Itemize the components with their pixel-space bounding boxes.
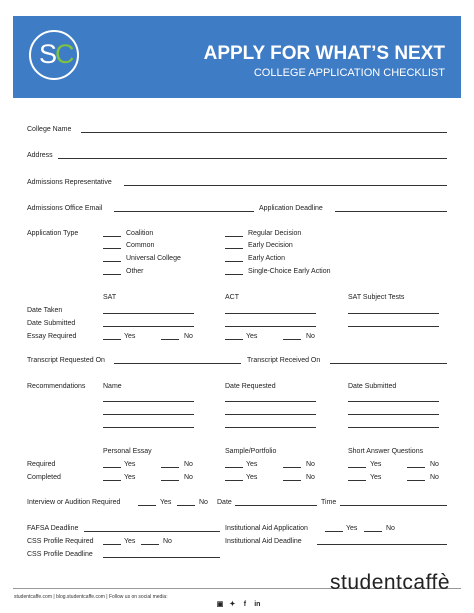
interview-date-field[interactable] bbox=[235, 505, 317, 506]
essay-completed-no-checkline[interactable] bbox=[161, 480, 179, 481]
rec-date-submitted-field[interactable] bbox=[348, 427, 439, 428]
date-taken-label: Date Taken bbox=[27, 307, 63, 314]
office-email-label: Admissions Office Email bbox=[27, 205, 103, 212]
short-answer-required-yes-checkline[interactable] bbox=[348, 467, 366, 468]
subject-date-submitted-field[interactable] bbox=[348, 326, 439, 327]
act-date-taken-field[interactable] bbox=[225, 313, 316, 314]
rec-col-name: Name bbox=[103, 383, 122, 390]
sat-date-submitted-field[interactable] bbox=[103, 326, 194, 327]
transcript-requested-label: Transcript Requested On bbox=[27, 357, 105, 364]
essay-completed-yes: Yes bbox=[124, 474, 136, 481]
sat-essay-yes: Yes bbox=[124, 333, 136, 340]
portfolio-completed-yes-checkline[interactable] bbox=[225, 480, 243, 481]
interview-time-field[interactable] bbox=[340, 505, 447, 506]
date-submitted-label: Date Submitted bbox=[27, 320, 76, 327]
css-required-label: CSS Profile Required bbox=[27, 538, 94, 545]
interview-time-label: Time bbox=[321, 499, 337, 506]
rec-name-field[interactable] bbox=[103, 414, 194, 415]
option-early-decision: Early Decision bbox=[248, 242, 293, 249]
short-answer-required-no-checkline[interactable] bbox=[407, 467, 425, 468]
col-sample-portfolio: Sample/Portfolio bbox=[225, 448, 277, 455]
sat-essay-yes-checkline[interactable] bbox=[103, 339, 121, 340]
essay-required-label: Essay Required bbox=[27, 333, 77, 340]
short-answer-required-no: No bbox=[430, 461, 439, 468]
coalition-checkline[interactable] bbox=[103, 236, 121, 237]
subject-date-taken-field[interactable] bbox=[348, 313, 439, 314]
transcript-received-label: Transcript Received On bbox=[247, 357, 321, 364]
css-deadline-field[interactable] bbox=[103, 557, 220, 558]
short-answer-completed-yes: Yes bbox=[370, 474, 382, 481]
other-checkline[interactable] bbox=[103, 274, 121, 275]
col-short-answer: Short Answer Questions bbox=[348, 448, 424, 455]
essay-completed-yes-checkline[interactable] bbox=[103, 480, 121, 481]
interview-no: No bbox=[199, 499, 208, 506]
essay-required-no: No bbox=[184, 461, 193, 468]
college-name-label: College Name bbox=[27, 126, 72, 133]
interview-label: Interview or Audition Required bbox=[27, 499, 121, 506]
fafsa-label: FAFSA Deadline bbox=[27, 525, 79, 532]
portfolio-required-yes: Yes bbox=[246, 461, 258, 468]
inst-aid-deadline-field[interactable] bbox=[317, 544, 447, 545]
rec-date-submitted-field[interactable] bbox=[348, 414, 439, 415]
fafsa-deadline-field[interactable] bbox=[84, 531, 220, 532]
inst-aid-no: No bbox=[386, 525, 395, 532]
col-sat-subject: SAT Subject Tests bbox=[348, 294, 405, 301]
sat-essay-no-checkline[interactable] bbox=[161, 339, 179, 340]
required-label: Required bbox=[27, 461, 56, 468]
portfolio-required-yes-checkline[interactable] bbox=[225, 467, 243, 468]
inst-aid-app-label: Institutional Aid Application bbox=[225, 525, 308, 532]
rec-date-requested-field[interactable] bbox=[225, 427, 316, 428]
essay-required-no-checkline[interactable] bbox=[161, 467, 179, 468]
inst-aid-deadline-label: Institutional Aid Deadline bbox=[225, 538, 302, 545]
rec-name-field[interactable] bbox=[103, 427, 194, 428]
inst-aid-yes-checkline[interactable] bbox=[325, 531, 343, 532]
admissions-rep-field[interactable] bbox=[124, 185, 447, 186]
short-answer-completed-no-checkline[interactable] bbox=[407, 480, 425, 481]
common-checkline[interactable] bbox=[103, 248, 121, 249]
act-essay-no-checkline[interactable] bbox=[283, 339, 301, 340]
col-sat: SAT bbox=[103, 294, 117, 301]
single-choice-checkline[interactable] bbox=[225, 274, 243, 275]
facebook-icon[interactable]: f bbox=[243, 601, 247, 608]
logo-letter-c: C bbox=[55, 39, 75, 69]
early-action-checkline[interactable] bbox=[225, 261, 243, 262]
app-deadline-label: Application Deadline bbox=[259, 205, 323, 212]
sat-date-taken-field[interactable] bbox=[103, 313, 194, 314]
universal-checkline[interactable] bbox=[103, 261, 121, 262]
twitter-icon[interactable]: ✦ bbox=[229, 601, 236, 608]
inst-aid-yes: Yes bbox=[346, 525, 358, 532]
short-answer-required-yes: Yes bbox=[370, 461, 382, 468]
rec-date-requested-field[interactable] bbox=[225, 401, 316, 402]
css-no: No bbox=[163, 538, 172, 545]
rec-col-date-submitted: Date Submitted bbox=[348, 383, 397, 390]
early-decision-checkline[interactable] bbox=[225, 248, 243, 249]
app-deadline-field[interactable] bbox=[335, 211, 447, 212]
css-no-checkline[interactable] bbox=[141, 544, 159, 545]
rec-col-date-requested: Date Requested bbox=[225, 383, 276, 390]
option-single-choice: Single-Choice Early Action bbox=[248, 268, 331, 275]
transcript-requested-field[interactable] bbox=[114, 363, 241, 364]
act-essay-no: No bbox=[306, 333, 315, 340]
header-banner bbox=[13, 16, 461, 98]
interview-date-label: Date bbox=[217, 499, 232, 506]
portfolio-completed-yes: Yes bbox=[246, 474, 258, 481]
regular-decision-checkline[interactable] bbox=[225, 236, 243, 237]
option-early-action: Early Action bbox=[248, 255, 285, 262]
portfolio-required-no: No bbox=[306, 461, 315, 468]
css-yes-checkline[interactable] bbox=[103, 544, 121, 545]
page-title: APPLY FOR WHAT’S NEXT bbox=[203, 43, 445, 64]
interview-yes-checkline[interactable] bbox=[138, 505, 156, 506]
option-universal: Universal College bbox=[126, 255, 181, 262]
recommendations-label: Recommendations bbox=[27, 383, 86, 390]
act-essay-yes-checkline[interactable] bbox=[225, 339, 243, 340]
option-other: Other bbox=[126, 268, 144, 275]
address-field[interactable] bbox=[58, 158, 447, 159]
rec-date-requested-field[interactable] bbox=[225, 414, 316, 415]
transcript-received-field[interactable] bbox=[330, 363, 447, 364]
col-personal-essay: Personal Essay bbox=[103, 448, 152, 455]
rec-name-field[interactable] bbox=[103, 401, 194, 402]
portfolio-required-no-checkline[interactable] bbox=[283, 467, 301, 468]
essay-required-yes-checkline[interactable] bbox=[103, 467, 121, 468]
option-common: Common bbox=[126, 242, 155, 249]
studentcaffe-wordmark: studentcaffè bbox=[330, 571, 451, 594]
essay-completed-no: No bbox=[184, 474, 193, 481]
css-yes: Yes bbox=[124, 538, 136, 545]
css-deadline-label: CSS Profile Deadline bbox=[27, 551, 93, 558]
short-answer-completed-no: No bbox=[430, 474, 439, 481]
essay-required-yes: Yes bbox=[124, 461, 136, 468]
option-regular-decision: Regular Decision bbox=[248, 230, 302, 237]
col-act: ACT bbox=[225, 294, 239, 301]
instagram-icon[interactable]: ▣ bbox=[216, 601, 224, 608]
social-icons bbox=[216, 593, 261, 611]
address-label: Address bbox=[27, 152, 53, 159]
college-name-field[interactable] bbox=[81, 132, 447, 133]
completed-label: Completed bbox=[27, 474, 61, 481]
logo-letter-s: S bbox=[39, 39, 57, 69]
office-email-field[interactable] bbox=[114, 211, 254, 212]
page-subtitle: COLLEGE APPLICATION CHECKLIST bbox=[253, 67, 445, 79]
rec-date-submitted-field[interactable] bbox=[348, 401, 439, 402]
option-coalition: Coalition bbox=[126, 230, 154, 237]
short-answer-completed-yes-checkline[interactable] bbox=[348, 480, 366, 481]
portfolio-completed-no: No bbox=[306, 474, 315, 481]
interview-yes: Yes bbox=[160, 499, 172, 506]
sc-logo bbox=[29, 30, 79, 80]
linkedin-icon[interactable]: in bbox=[254, 601, 261, 608]
act-date-submitted-field[interactable] bbox=[225, 326, 316, 327]
interview-no-checkline[interactable] bbox=[177, 505, 195, 506]
portfolio-completed-no-checkline[interactable] bbox=[283, 480, 301, 481]
sat-essay-no: No bbox=[184, 333, 193, 340]
act-essay-yes: Yes bbox=[246, 333, 258, 340]
footer-links[interactable]: studentcaffe.com | blog.studentcaffe.com | Follow us on social media: bbox=[14, 594, 168, 600]
inst-aid-no-checkline[interactable] bbox=[364, 531, 382, 532]
admissions-rep-label: Admissions Representative bbox=[27, 179, 112, 186]
application-type-label: Application Type bbox=[27, 230, 79, 237]
